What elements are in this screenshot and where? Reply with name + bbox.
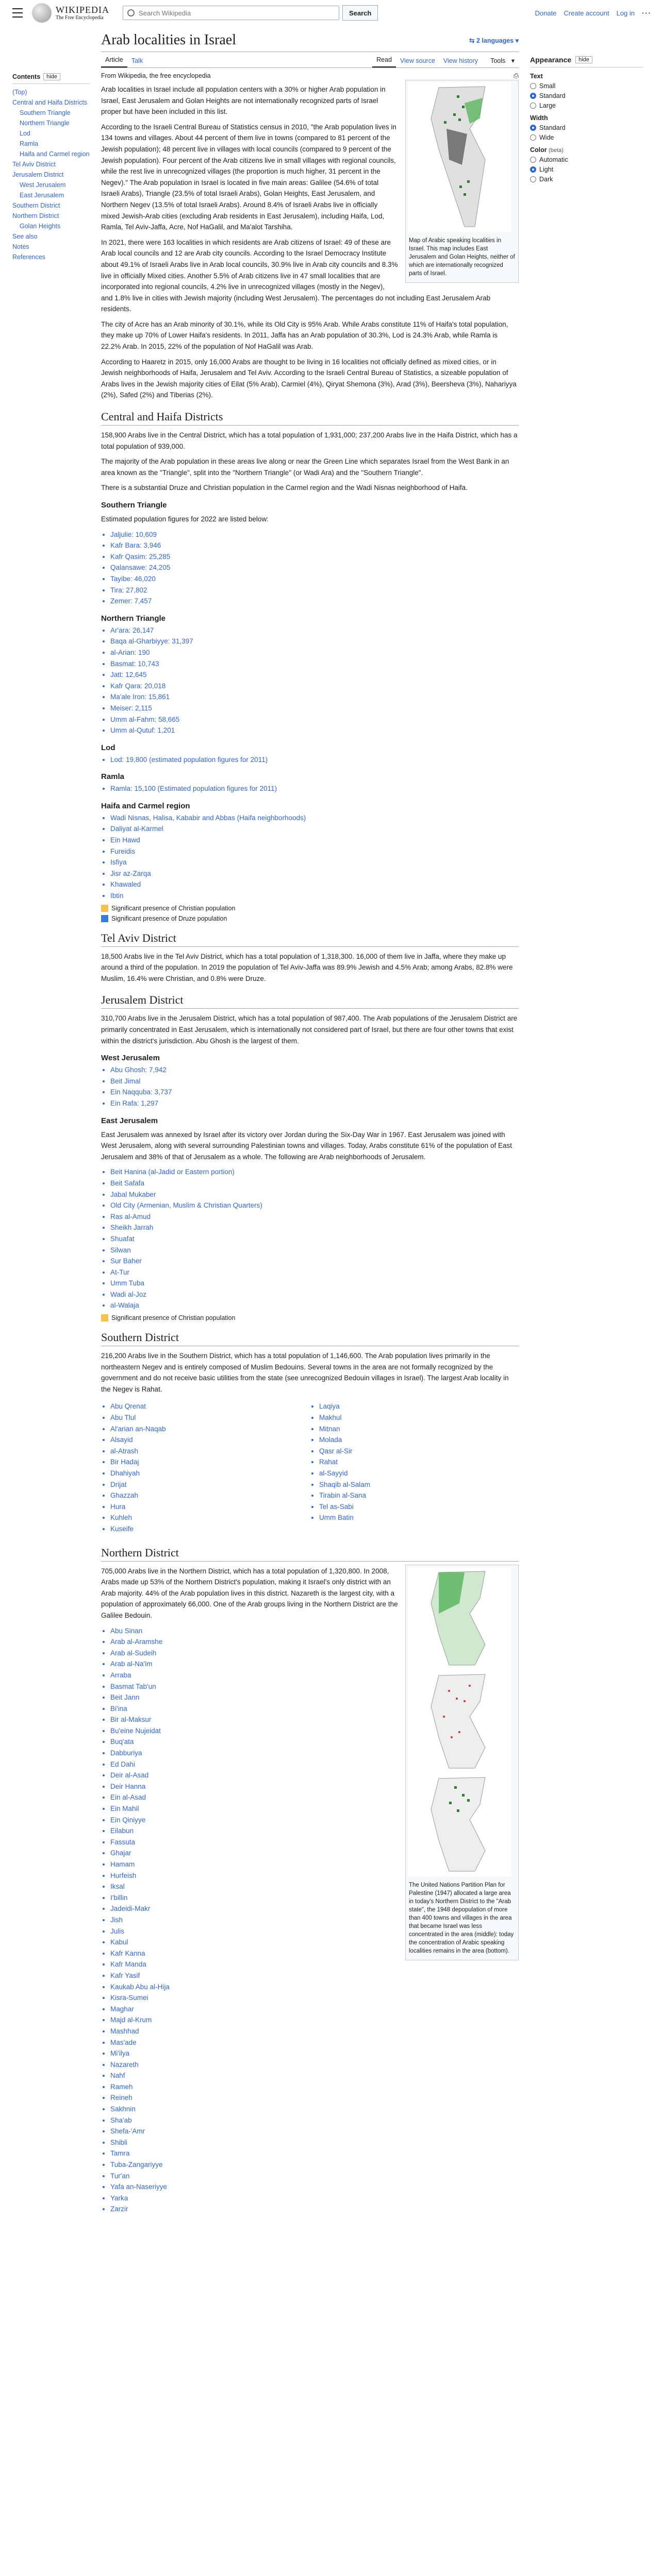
list-item[interactable]: • Rahat [319,1456,519,1468]
list-item[interactable]: • Abu Ghosh: 7,942 [110,1064,519,1076]
list-item[interactable]: • Kuseife [110,1523,310,1535]
list-item[interactable]: • Tel as-Sabi [319,1501,519,1513]
list-item[interactable]: • Fassuta [110,1837,519,1848]
southern-columns [101,1399,519,1536]
list-item[interactable]: • Daliyat al-Karmel [110,823,519,835]
legend-christian-text: Significant presence of Christian population [111,1314,236,1322]
list-item[interactable]: • Kisra-Sumei [110,1992,519,2004]
radio-option[interactable] [530,166,643,173]
toc-item-link[interactable]: Notes [12,243,29,250]
list-item[interactable]: • Ar'ara: 26,147 [110,625,519,636]
list-item[interactable]: • Jadeidi-Makr [110,1903,519,1914]
list-item[interactable]: • Jaljulie: 10,609 [110,529,519,540]
list-item[interactable]: • Laqiya [319,1401,519,1412]
list-item[interactable]: • Kafr Kanna [110,1948,519,1959]
toc-item-link[interactable]: Tel Aviv District [12,161,56,168]
figure-partition-maps [405,1565,519,1960]
haifa-list [110,812,519,902]
search-icon [127,9,135,16]
section-tel-aviv: Tel Aviv District [101,931,519,947]
search-input[interactable] [123,6,339,20]
east-jerusalem-paragraph: East Jerusalem was annexed by Israel after its victory over Jordan during the Six-Day War in 1967. East Jerusalem was joined with West Jerusalem, along with several surrounding Palestinian towns and villages. Today, Arabs constitute 61% of the population of East Jerusalem and 38% of that of Jerusalem as a whole. The following are Arab neighborhoods of Jerusalem. [101,1130,512,1161]
list-item[interactable]: • Khawaled [110,879,519,890]
radio-option[interactable] [530,156,643,163]
toc-item[interactable] [12,87,90,97]
radio-button[interactable] [530,166,536,173]
section-central-haifa: Central and Haifa Districts [101,410,519,426]
list-item[interactable]: • Tayibe: 46,020 [110,573,519,585]
list-item[interactable]: • Hamam [110,1859,519,1870]
list-item[interactable]: • Kabul [110,1937,519,1948]
legend-christian-jerusalem [101,1314,519,1321]
radio-option[interactable] [530,134,643,141]
northern-paragraph: 705,000 Arabs live in the Northern District, which has a total population of 1,320,800. In 2008, Arabs made up 53% of the Northern District's population, making it Israel's only district with an Arab majority. 44% of the Arab population lives in this district. Nazareth is the largest city, with a population of approximately 66,000. One of the Arab groups living in the Northern District are the Galilee Bedouin. [101,1567,398,1619]
appearance-header [530,56,643,67]
tagline [101,68,519,80]
list-item[interactable]: • Bir Hadaj [110,1456,310,1468]
list-item[interactable]: • Kafr Manda [110,1959,519,1970]
list-item[interactable]: • Umm al-Fahm: 58,665 [110,714,519,725]
section-ramla: Ramla [101,772,125,782]
toc-item-link[interactable]: See also [12,233,38,240]
list-item[interactable]: • Alsayid [110,1434,310,1446]
more-options-icon[interactable]: ··· [642,9,652,17]
list-item[interactable]: • Umm Batin [319,1512,519,1523]
list-item[interactable]: • Meiser: 2,115 [110,703,519,714]
login-link[interactable]: Log in [616,9,635,17]
list-item[interactable]: • Yarka [110,2193,519,2204]
radio-option[interactable] [530,82,643,90]
toc-item[interactable] [12,200,90,211]
list-item[interactable]: • Qasr al-Sir [319,1446,519,1457]
section-jerusalem: Jerusalem District [101,993,519,1009]
table-of-contents [12,26,90,2217]
list-item[interactable]: • Ein Qiniyye [110,1815,519,1826]
druze-swatch [101,915,108,922]
list-item[interactable]: • Sur Baher [110,1256,519,1267]
list-item[interactable]: • Iksal [110,1881,519,1892]
list-item[interactable]: • Isfiya [110,857,519,868]
legend-christian-text: Significant presence of Christian population [111,904,236,912]
list-item[interactable]: • Jish [110,1914,519,1926]
list-item[interactable]: • al-Sayyid [319,1468,519,1479]
radio-label: Wide [539,134,554,141]
list-item[interactable]: • Beit Jann [110,1692,519,1703]
lod-list [110,754,519,766]
list-item[interactable]: • Beit Jimal [110,1076,519,1087]
list-item[interactable]: • Molada [319,1434,519,1446]
toc-item-link[interactable]: References [12,253,45,261]
page-title-text: Arab localities in Israel [101,32,237,48]
search-button[interactable]: Search [342,5,378,21]
list-item[interactable]: • Shaqib al-Salam [319,1479,519,1490]
list-item[interactable]: • Arab al-Sudeih [110,1648,519,1659]
figure-arab-localities-map [405,80,519,283]
list-item[interactable]: • Kuhleh [110,1512,310,1523]
ramla-list [110,783,519,794]
christian-swatch [101,905,108,912]
language-count: 2 languages [476,37,514,44]
toc-item[interactable] [12,190,90,200]
list-item[interactable]: • Reineh [110,2092,519,2104]
toc-item[interactable] [12,108,90,118]
list-item[interactable]: • Baqa al-Gharbiyye: 31,397 [110,636,519,647]
list-item[interactable]: • Drijat [110,1479,310,1490]
list-item[interactable]: • Majd al-Krum [110,2014,519,2026]
list-item[interactable]: • Yafa an-Naseriyye [110,2181,519,2193]
southern-list-col1 [110,1401,310,1534]
list-item[interactable]: • Ein Rafa: 1,297 [110,1098,519,1109]
search-area [123,5,378,21]
list-item[interactable]: • Deir al-Asad [110,1770,519,1781]
list-item[interactable]: • At-Tur [110,1267,519,1278]
list-item[interactable]: • Wadi al-Joz [110,1289,519,1300]
tab-read[interactable]: Read [372,53,396,67]
section-west-jerusalem: West Jerusalem [101,1054,160,1063]
list-item[interactable]: • Shuafat [110,1233,519,1245]
radio-button[interactable] [530,176,536,182]
toc-item-link[interactable]: Northern Triangle [20,120,70,127]
color-label [530,146,643,154]
list-item[interactable]: • Zarzir [110,2204,519,2215]
create-account-link[interactable]: Create account [564,9,609,17]
list-item[interactable]: • al-Walaja [110,1300,519,1311]
toc-item[interactable] [12,180,90,190]
toc-item-link[interactable]: Haifa and Carmel region [20,150,90,158]
tools-label: Tools [490,57,506,64]
list-item[interactable]: • Ein Mahil [110,1803,519,1815]
list-item[interactable]: • Tur'an [110,2171,519,2182]
list-item[interactable]: • Ed Dahi [110,1759,519,1770]
southern-list-col2 [319,1401,519,1534]
list-item[interactable]: • Arab al-Na'im [110,1658,519,1670]
list-item[interactable]: • Kafr Yasif [110,1970,519,1981]
color-beta-tag: (beta) [549,147,564,154]
radio-button[interactable] [530,134,536,141]
list-item[interactable]: • Sha'ab [110,2115,519,2126]
radio-option[interactable] [530,176,643,183]
list-item[interactable]: • Zemer: 7,457 [110,596,519,607]
color-label-text: Color [530,146,547,154]
list-item[interactable]: • Fureidis [110,846,519,857]
toc-item[interactable] [12,128,90,139]
list-item[interactable]: • Mas'ade [110,2037,519,2048]
list-item[interactable]: • Umm Tuba [110,1278,519,1289]
language-button[interactable]: ⇆ 2 languages ▾ [469,37,519,44]
toc-item[interactable] [12,118,90,128]
list-item[interactable]: • Tuba-Zangariyye [110,2159,519,2171]
radio-button[interactable] [530,125,536,131]
jerusalem-paragraph: 310,700 Arabs live in the Jerusalem District, which has a total population of 987,400. The Arab populations of the Jerusalem District are primarily concentrated in East Jerusalem, which is internationally not considered part of Israel, but there are four other towns that exist within the district's jurisdiction. Abu Ghosh is the largest of them. [101,1014,518,1045]
legend-druze [101,915,519,922]
radio-button[interactable] [530,83,536,89]
list-item[interactable]: • Sheikh Jarrah [110,1222,519,1233]
toc-item-link[interactable]: East Jerusalem [20,192,64,199]
legend-christian [101,905,519,912]
radio-label: Dark [539,176,553,183]
list-item[interactable]: • Julis [110,1926,519,1937]
figure-caption: Map of Arabic speaking localities in Israel. This map includes East Jerusalem and Golan Heights, neither of which are internationally recognized parts of Israel. [409,238,515,277]
list-item[interactable]: • Ibtin [110,890,519,902]
list-item[interactable]: • Dabburiya [110,1748,519,1759]
list-item[interactable]: • Nazareth [110,2059,519,2071]
toc-item-link[interactable]: Southern Triangle [20,109,71,116]
list-item[interactable]: • Ma'ale Iron: 15,861 [110,691,519,703]
southern-paragraph: 216,200 Arabs live in the Southern District, which has a total population of 1,146,600. The Arab population lives primarily in the northeastern Negev and is entirely composed of Muslim Bedouins. Several towns in the area are not formally recognized by the government and do not receive basic utilities from the state (see unrecognized Bedouin villages in Israel). The largest Arab locality in the Negev is Rahat. [101,1352,509,1393]
radio-option[interactable] [530,92,643,99]
list-item[interactable]: • Ghazzah [110,1490,310,1501]
radio-label: Light [539,166,554,173]
radio-button[interactable] [530,103,536,109]
list-item[interactable]: • I'billin [110,1892,519,1904]
list-item[interactable]: • Mashhad [110,2026,519,2037]
appearance-title: Appearance [530,56,572,64]
list-item[interactable]: • Lod: 19,800 (estimated population figures for 2011) [110,754,519,766]
telaviv-paragraph: 18,500 Arabs live in the Tel Aviv District, which has a total population of 1,318,300. 16,000 of them live in Jaffa, where they make up around a third of the population. In 2019 the population of Tel Aviv-Jaffa was 89.9% Jewish and 4.5% Arab; among Arabs, 82.8% were Muslim, 16.4% were Christian, and 0.8% were Druze. [101,952,513,982]
southern-triangle-note: Estimated population figures for 2022 are listed below: [101,515,269,523]
list-item[interactable]: • Tirabin al-Sana [319,1490,519,1501]
list-item[interactable]: • Kafr Qasim: 25,285 [110,551,519,563]
section-haifa-carmel: Haifa and Carmel region [101,801,190,810]
toc-item-link[interactable]: Ramla [20,140,39,147]
toc-item[interactable] [12,252,90,262]
list-item[interactable]: • Dhahiyah [110,1468,310,1479]
radio-option[interactable] [530,102,643,109]
east-jerusalem-list [110,1166,519,1311]
list-item[interactable]: • Bu'eine Nujeidat [110,1725,519,1737]
partition-maps-image[interactable] [408,1567,511,1876]
appearance-hide-button[interactable]: hide [575,56,592,63]
list-item[interactable]: • Jatt: 12,645 [110,669,519,681]
list-item[interactable]: • Shibli [110,2137,519,2148]
section-northern-district: Northern District [101,1546,519,1562]
list-item[interactable]: • Arab al-Aramshe [110,1636,519,1648]
tab-talk[interactable]: Talk [131,57,143,64]
list-item[interactable]: • Maghar [110,2004,519,2015]
radio-option[interactable] [530,124,643,131]
intro-paragraph-5: According to Haaretz in 2015, only 16,000 Arabs are thought to be living in 16 localities not officially defined as mixed cities, or in Jewish neighborhoods of Haifa, Jerusalem and Tel Aviv. According to the Israeli Central Bureau of Statistics, a sizeable population of Arabs lives in the Jewish majority cities of Eilat (5% Arab), Carmiel (4%), Qiryat Shemona (3%), Arad (3%), Beersheva (3%), Nahariyya (2%), Safed (2%) and Tiberias (2%). [101,358,517,399]
toc-item-link[interactable]: Central and Haifa Districts [12,99,88,106]
toc-item[interactable] [12,170,90,180]
text-size-label: Text [530,73,543,80]
text-size-options [530,82,643,109]
list-item[interactable]: • al-Arian: 190 [110,647,519,658]
list-item[interactable]: • Old City (Armenian, Muslim & Christian Quarters) [110,1200,519,1211]
section-northern-triangle: Northern Triangle [101,614,166,623]
intro-paragraph-4: The city of Acre has an Arab minority of 30.1%, while its Old City is 95% Arab. While Arabs constitute 11% of Haifa's total population, they make up 70% of Lower Haifa's residents. In 2011, Jaffa has an Arab population of 30.3%, Lod is 24.3% Arab, while Ramla is 22.2% Arab. In 2015, 22% of the population of Nof HaGalil was Arab. [101,320,508,351]
radio-label: Standard [539,92,566,99]
list-item[interactable]: • Basmat Tab'un [110,1681,519,1692]
toc-item-link[interactable]: Golan Heights [20,223,61,230]
list-item[interactable]: • Ras al-Amud [110,1211,519,1223]
list-item[interactable]: • Kafr Qara: 20,018 [110,681,519,692]
toc-header [12,73,90,84]
tools-menu[interactable]: Tools ▾ [482,54,519,67]
radio-button[interactable] [530,93,536,99]
list-item[interactable]: • Bi'ina [110,1703,519,1715]
toc-item-link[interactable]: Lod [20,130,30,137]
site-header [0,0,662,26]
radio-label: Small [539,82,556,90]
toc-item[interactable] [12,149,90,159]
toc-list [12,87,90,262]
color-options [530,156,643,183]
toc-item[interactable] [12,221,90,231]
list-item[interactable]: • Bir al-Maksur [110,1714,519,1725]
tagline-text: From Wikipedia, the free encyclopedia [101,72,211,79]
width-label: Width [530,114,548,122]
list-item[interactable]: • Beit Safafa [110,1178,519,1189]
toc-item-link[interactable]: Southern District [12,202,60,209]
intro-paragraph-1: Arab localities in Israel include all population centers with a 30% or higher Arab population in Israel, East Jerusalem and Golan Heights are not internationally recognized parts of Israel proper but have been included in this list. [101,86,386,116]
list-item[interactable]: • Tira: 27,802 [110,585,519,596]
southern-triangle-list [110,529,519,607]
list-item[interactable]: • Ein Naqquba: 3,737 [110,1087,519,1098]
toc-item[interactable] [12,211,90,221]
toc-title: Contents [12,73,41,80]
toc-item[interactable] [12,97,90,108]
section-southern-district: Southern District [101,1331,519,1346]
toc-item[interactable] [12,139,90,149]
article-content [101,26,519,2217]
radio-label: Standard [539,124,566,131]
israel-map-image[interactable] [408,82,511,232]
logo-subtitle: The Free Encyclopedia [56,15,104,21]
list-item[interactable]: • Arraba [110,1670,519,1681]
list-item[interactable]: • Kaukab Abu al-Hija [110,1981,519,1993]
radio-button[interactable] [530,157,536,163]
list-item[interactable]: • Eilabun [110,1825,519,1837]
list-item[interactable]: • Sakhnin [110,2104,519,2115]
central-paragraph-1: 158,900 Arabs live in the Central District, which has a total population of 1,931,000; 237,200 Arabs live in the Haifa District, which has a total population of 939,000. [101,431,518,450]
logo-title: WIKIPEDIA [56,4,109,15]
print-icon[interactable]: ⎙ [513,72,519,79]
list-item[interactable]: • Ghajar [110,1848,519,1859]
list-item[interactable]: • Rameh [110,2081,519,2093]
list-item[interactable]: • Deir Hanna [110,1781,519,1792]
central-paragraph-2: The majority of the Arab population in these areas live along or near the Green Line which separates Israel from the West Bank in an area known as the "Triangle", split into the "Northern Triangle" (or Wadi Ara) and the "Southern Triangle". [101,457,509,477]
toc-item[interactable] [12,159,90,170]
wikipedia-wordmark[interactable] [56,5,109,21]
list-item[interactable]: • Jisr az-Zarqa [110,868,519,879]
list-item[interactable]: • Abu Tlul [110,1412,310,1423]
page-tabs [101,52,519,68]
toc-item-link[interactable]: (Top) [12,89,27,96]
radio-label: Large [539,102,556,109]
section-east-jerusalem: East Jerusalem [101,1116,158,1125]
list-item[interactable]: • Tamra [110,2148,519,2159]
list-item[interactable]: • Shefa-'Amr [110,2126,519,2137]
list-item[interactable]: • Nahf [110,2070,519,2081]
list-item[interactable]: • Umm al-Qutuf: 1,201 [110,725,519,736]
width-options [530,124,643,141]
central-paragraph-3: There is a substantial Druze and Christian population in the Carmel region and the Wadi Nisnas neighborhood of Haifa. [101,484,468,492]
legend-druze-text: Significant presence of Druze population [111,914,227,922]
list-item[interactable]: • Hura [110,1501,310,1513]
toc-hide-button[interactable]: hide [43,73,60,80]
tab-view-history[interactable]: View history [443,57,478,64]
section-lod: Lod [101,743,115,752]
toc-item-link[interactable]: Jerusalem District [12,171,64,178]
list-item[interactable]: • Beit Hanina (al-Jadid or Eastern portion) [110,1166,519,1178]
list-item[interactable]: • Makhul [319,1412,519,1423]
search-placeholder: Search Wikipedia [138,9,191,17]
list-item[interactable]: • Basmat: 10,743 [110,658,519,670]
christian-swatch [101,1314,108,1321]
intro-paragraph-3: In 2021, there were 163 localities in which residents are Arab citizens of Israel: 49 of these are Arab local councils and 12 are Arab city councils. According to the Israel Democracy Institute about 49.1% of Israeli Arabs live in Arab local councils, 30.9% live in Arab city councils and 8.3% live in officially Mixed cities. Another 5.5% of Arab citizens live in 47 small localities that are incorporated into regional councils, 4.2% live in unrecognized villages (mostly in the Negev), and 1.8% live in cities with Jewish majority (including West Jerusalem). The percentages do not including East Jerusalem Arab residents. [101,238,491,313]
list-item[interactable]: • Mitnan [319,1423,519,1435]
donate-link[interactable]: Donate [535,9,557,17]
northern-triangle-list [110,625,519,736]
list-item[interactable]: • Ein al-Asad [110,1792,519,1803]
list-item[interactable]: • Ramla: 15,100 (Estimated population figures for 2011) [110,783,519,794]
tab-view-source[interactable]: View source [400,57,435,64]
list-item[interactable]: • Abu Sinan [110,1625,519,1637]
section-southern-triangle: Southern Triangle [101,501,167,510]
list-item[interactable]: • Qalansawe: 24,205 [110,562,519,573]
list-item[interactable]: • al-Atrash [110,1446,310,1457]
tab-article[interactable]: Article [101,53,127,67]
list-item[interactable]: • Mi'ilya [110,2048,519,2059]
toc-item-link[interactable]: West Jerusalem [20,181,66,189]
toc-item[interactable] [12,242,90,252]
list-item[interactable]: • Kafr Bara: 3,946 [110,540,519,551]
toc-item[interactable] [12,231,90,242]
appearance-panel [530,26,643,2217]
main-menu-icon[interactable] [12,8,23,18]
west-jerusalem-list [110,1064,519,1109]
intro-paragraph-2: According to the Israeli Central Bureau of Statistics census in 2010, "the Arab population lives in 134 towns and villages. About 44 percent of them live in towns (compared to 81 percent of the Jewish population); 48 percent live in villages with local councils (compared to 9 percent of the Jewish population). Four percent of the Arab citizens live in small villages with regional councils, while the rest live in unrecognized villages (the proportion is much higher, 31 percent in the Negev)." The Arab population in Israel is located in five main areas: Galilee (54.6% of total Israeli Arabs), Triangle (23.5% of total Israeli Arabs), Golan Heights, East Jerusalem, and Northern Negev (13.5% of total Israeli Arabs). Around 8.4% of Israeli Arabs live in officially mixed Jewish-Arab cities (excluding Arab residents in East Jerusalem), including Haifa, Lod, Ramla, Tel Aviv-Jaffa, Acre, Nof HaGalil, and Ma'alot Tarshiha. [101,123,396,231]
wikipedia-logo-icon[interactable] [32,3,52,23]
list-item[interactable]: • Wadi Nisnas, Halisa, Kababir and Abbas (Haifa neighborhoods) [110,812,519,824]
radio-label: Automatic [539,156,568,163]
toc-item-link[interactable]: Northern District [12,212,59,219]
list-item[interactable]: • Al'arian an-Naqab [110,1423,310,1435]
list-item[interactable]: • Hurfeish [110,1870,519,1882]
list-item[interactable]: • Ein Hawd [110,835,519,846]
figure-caption: The United Nations Partition Plan for Palestine (1947) allocated a large area in today's Northern District to the "Arab state", the 1948 depopulation of more than 400 towns and villages in the area that became Israel was less concentrated in the area (middle): today the concentration of Arabic speaking localities remains in the area (bottom). [409,1882,514,1955]
user-links [535,9,652,17]
list-item[interactable]: • Abu Qrenat [110,1401,310,1412]
list-item[interactable]: • Jabal Mukaber [110,1189,519,1200]
list-item[interactable]: • Buq'ata [110,1736,519,1748]
page-title [101,32,519,52]
list-item[interactable]: • Silwan [110,1245,519,1256]
